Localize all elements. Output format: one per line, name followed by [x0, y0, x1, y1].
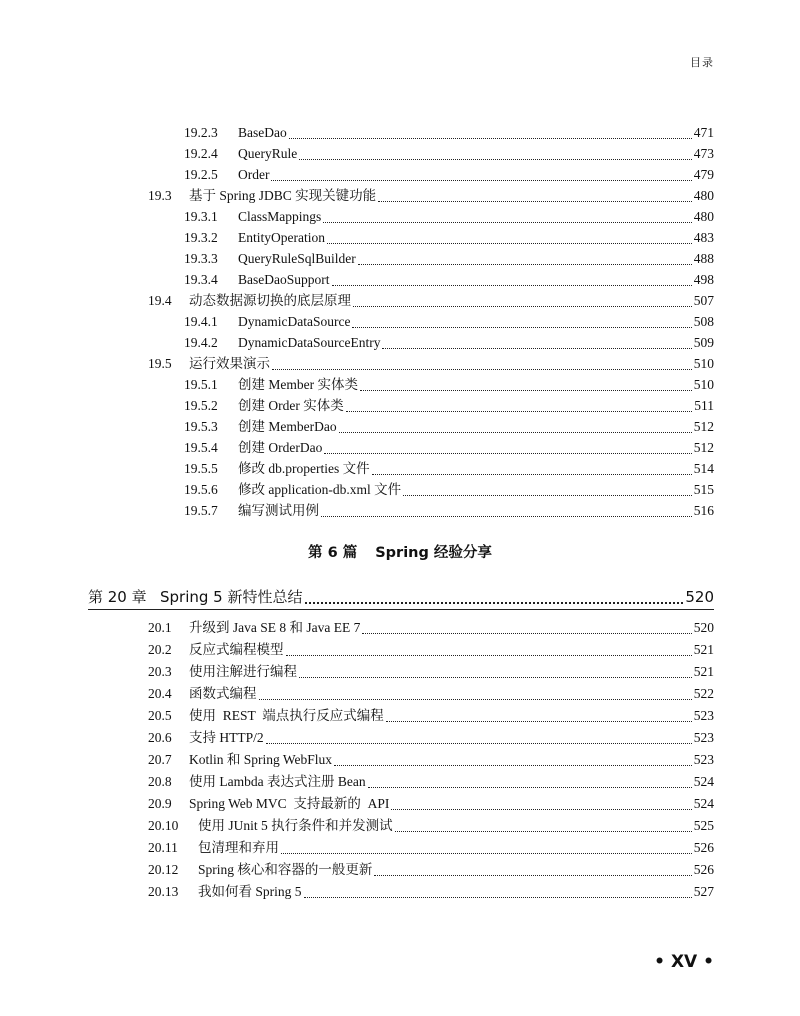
toc-entry-19-4[interactable] [148, 291, 714, 311]
entry-title: BaseDaoSupport [238, 272, 330, 287]
entry-title: 基于 Spring JDBC 实现关键功能 [189, 188, 377, 203]
entry-number: 19.5.5 [184, 461, 218, 476]
entry-page: 510 [693, 377, 714, 392]
entry-number: 19.5 [148, 356, 172, 371]
entry-page: 488 [693, 251, 714, 266]
part-label: 第 6 篇 [308, 545, 358, 561]
dot-leader [378, 200, 692, 202]
dot-leader [259, 698, 692, 700]
dot-leader [391, 808, 691, 810]
entry-number: 19.3 [148, 188, 172, 203]
entry-title: DynamicDataSourceEntry [238, 335, 381, 350]
toc-entry-20-5[interactable] [148, 706, 714, 726]
entry-page: 525 [693, 818, 714, 833]
entry-number: 20.8 [148, 774, 172, 789]
entry-page: 523 [693, 708, 714, 723]
dot-leader [321, 515, 692, 517]
entry-number: 19.2.3 [184, 125, 218, 140]
dot-leader [266, 742, 692, 744]
entry-page: 483 [693, 230, 714, 245]
entry-number: 20.9 [148, 796, 172, 811]
dot-leader [372, 473, 692, 475]
entry-title: 创建 Order 实体类 [238, 398, 344, 413]
entry-page: 512 [693, 440, 714, 455]
toc-entry-20-11[interactable] [148, 838, 714, 858]
entry-number: 20.5 [148, 708, 172, 723]
entry-title: 包清理和弃用 [198, 840, 279, 855]
entry-page: 524 [693, 774, 714, 789]
entry-page: 522 [693, 686, 714, 701]
toc-entry-19-5-3[interactable] [184, 417, 714, 437]
chapter-divider [88, 609, 714, 610]
dot-leader [362, 632, 691, 634]
dot-leader [286, 654, 692, 656]
entry-number: 20.7 [148, 752, 172, 767]
dot-leader [386, 720, 692, 722]
toc-entry-19-5-2[interactable] [184, 396, 714, 416]
entry-number: 20.2 [148, 642, 172, 657]
toc-entry-19-3-1[interactable] [184, 207, 714, 227]
entry-page: 521 [693, 642, 714, 657]
toc-entry-19-3-2[interactable] [184, 228, 714, 248]
entry-page: 509 [693, 335, 714, 350]
dot-leader [368, 786, 692, 788]
entry-title: 我如何看 Spring 5 [198, 884, 302, 899]
toc-entry-19-4-2[interactable] [184, 333, 714, 353]
entry-title: 修改 application-db.xml 文件 [238, 482, 402, 497]
dot-leader [304, 896, 692, 898]
chapter-page: 520 [685, 588, 714, 606]
toc-entry-19-3-3[interactable] [184, 249, 714, 269]
entry-page: 480 [693, 188, 714, 203]
entry-title: ClassMappings [238, 209, 322, 224]
dot-leader [332, 284, 692, 286]
entry-title: BaseDao [238, 125, 287, 140]
dot-leader [327, 242, 692, 244]
entry-page: 480 [693, 209, 714, 224]
toc-entry-20-13[interactable] [148, 882, 714, 902]
entry-page: 520 [693, 620, 714, 635]
entry-number: 19.5.4 [184, 440, 218, 455]
running-header: 目录 [690, 56, 714, 69]
entry-number: 19.5.6 [184, 482, 218, 497]
entry-number: 20.11 [148, 840, 178, 855]
entry-page: 512 [693, 419, 714, 434]
entry-page: 471 [693, 125, 714, 140]
toc-entry-19-4-1[interactable] [184, 312, 714, 332]
entry-page: 515 [693, 482, 714, 497]
dot-leader [374, 874, 691, 876]
entry-page: 498 [693, 272, 714, 287]
toc-entry-19-5-4[interactable] [184, 438, 714, 458]
entry-page: 526 [693, 862, 714, 877]
toc-entry-19-2-4[interactable] [184, 144, 714, 164]
toc-entry-20-3[interactable] [148, 662, 714, 682]
toc-entry-19-3-4[interactable] [184, 270, 714, 290]
entry-number: 19.3.3 [184, 251, 218, 266]
toc-entry-19-2-5[interactable] [184, 165, 714, 185]
entry-number: 19.5.1 [184, 377, 218, 392]
entry-page: 523 [693, 730, 714, 745]
toc-entry-20-8[interactable] [148, 772, 714, 792]
entry-title: Kotlin 和 Spring WebFlux [189, 752, 333, 767]
part-heading [0, 541, 800, 562]
entry-number: 19.5.2 [184, 398, 218, 413]
entry-number: 20.3 [148, 664, 172, 679]
entry-title: 升级到 Java SE 8 和 Java EE 7 [189, 620, 361, 635]
chapter-label: 第 20 章 [88, 588, 147, 606]
toc-entry-20-9[interactable] [148, 794, 714, 814]
entry-number: 20.13 [148, 884, 179, 899]
entry-number: 19.2.5 [184, 167, 218, 182]
entry-title: 运行效果演示 [189, 356, 270, 371]
entry-title: 使用 JUnit 5 执行条件和并发测试 [198, 818, 393, 833]
entry-title: 使用 REST 端点执行反应式编程 [189, 708, 384, 723]
toc-entry-20-1[interactable] [148, 618, 714, 638]
entry-title: 反应式编程模型 [189, 642, 284, 657]
toc-entry-20-10[interactable] [148, 816, 714, 836]
entry-number: 19.4 [148, 293, 172, 308]
dot-leader [324, 452, 691, 454]
entry-page: 510 [693, 356, 714, 371]
dot-leader [299, 158, 692, 160]
toc-entry-20-6[interactable] [148, 728, 714, 748]
dot-leader [352, 326, 691, 328]
entry-page: 507 [693, 293, 714, 308]
entry-page: 523 [693, 752, 714, 767]
dot-leader [272, 368, 692, 370]
entry-page: 514 [693, 461, 714, 476]
entry-number: 19.5.7 [184, 503, 218, 518]
page-number: • XV • [654, 952, 714, 972]
entry-title: 函数式编程 [189, 686, 257, 701]
entry-title: 使用 Lambda 表达式注册 Bean [189, 774, 366, 789]
entry-number: 19.3.2 [184, 230, 218, 245]
part-title: Spring 经验分享 [375, 545, 492, 561]
toc-entry-19-5[interactable] [148, 354, 714, 374]
dot-leader [299, 676, 692, 678]
entry-page: 508 [693, 314, 714, 329]
entry-title: 使用注解进行编程 [189, 664, 297, 679]
dot-leader [353, 305, 692, 307]
toc-entry-19-3[interactable] [148, 186, 714, 206]
dot-leader [382, 347, 691, 349]
entry-title: 修改 db.properties 文件 [238, 461, 370, 476]
entry-title: 支持 HTTP/2 [189, 730, 264, 745]
dot-leader [346, 410, 693, 412]
entry-title: 创建 OrderDao [238, 440, 323, 455]
dot-leader [271, 179, 691, 181]
toc-entry-20-12[interactable] [148, 860, 714, 880]
entry-number: 20.1 [148, 620, 172, 635]
dot-leader [360, 389, 692, 391]
dot-leader [289, 137, 692, 139]
toc-entry-chapter-20[interactable] [88, 584, 714, 610]
entry-number: 19.3.1 [184, 209, 218, 224]
entry-page: 527 [693, 884, 714, 899]
entry-number: 20.6 [148, 730, 172, 745]
entry-page: 524 [693, 796, 714, 811]
entry-page: 526 [693, 840, 714, 855]
entry-number: 19.4.2 [184, 335, 218, 350]
entry-title: 创建 MemberDao [238, 419, 337, 434]
entry-number: 20.4 [148, 686, 172, 701]
dot-leader [358, 263, 692, 265]
entry-number: 19.3.4 [184, 272, 218, 287]
toc-entry-19-5-1[interactable] [184, 375, 714, 395]
entry-title: Order [238, 167, 270, 182]
toc-entry-19-2-3[interactable] [184, 123, 714, 143]
entry-number: 19.2.4 [184, 146, 218, 161]
entry-title: DynamicDataSource [238, 314, 351, 329]
entry-title: QueryRule [238, 146, 298, 161]
entry-number: 20.12 [148, 862, 179, 877]
entry-title: 动态数据源切换的底层原理 [189, 293, 351, 308]
dot-leader [339, 431, 692, 433]
dot-leader [395, 830, 692, 832]
entry-page: 473 [693, 146, 714, 161]
entry-page: 521 [693, 664, 714, 679]
entry-page: 516 [693, 503, 714, 518]
toc-entry-20-4[interactable] [148, 684, 714, 704]
entry-title: Spring Web MVC 支持最新的 API [189, 796, 390, 811]
toc-entry-19-5-5[interactable] [184, 459, 714, 479]
entry-page: 511 [694, 398, 714, 413]
entry-title: QueryRuleSqlBuilder [238, 251, 356, 266]
dot-leader [334, 764, 692, 766]
entry-number: 19.4.1 [184, 314, 218, 329]
toc-entry-19-5-6[interactable] [184, 480, 714, 500]
dot-leader [281, 852, 692, 854]
entry-page: 479 [693, 167, 714, 182]
entry-number: 20.10 [148, 818, 179, 833]
entry-title: Spring 核心和容器的一般更新 [198, 862, 373, 877]
dot-leader [305, 601, 684, 604]
dot-leader [403, 494, 692, 496]
entry-number: 19.5.3 [184, 419, 218, 434]
toc-entry-20-7[interactable] [148, 750, 714, 770]
toc-entry-19-5-7[interactable] [184, 501, 714, 521]
entry-title: 创建 Member 实体类 [238, 377, 358, 392]
entry-title: EntityOperation [238, 230, 325, 245]
chapter-title: Spring 5 新特性总结 [160, 588, 303, 606]
entry-title: 编写测试用例 [238, 503, 319, 518]
dot-leader [323, 221, 691, 223]
toc-entry-20-2[interactable] [148, 640, 714, 660]
